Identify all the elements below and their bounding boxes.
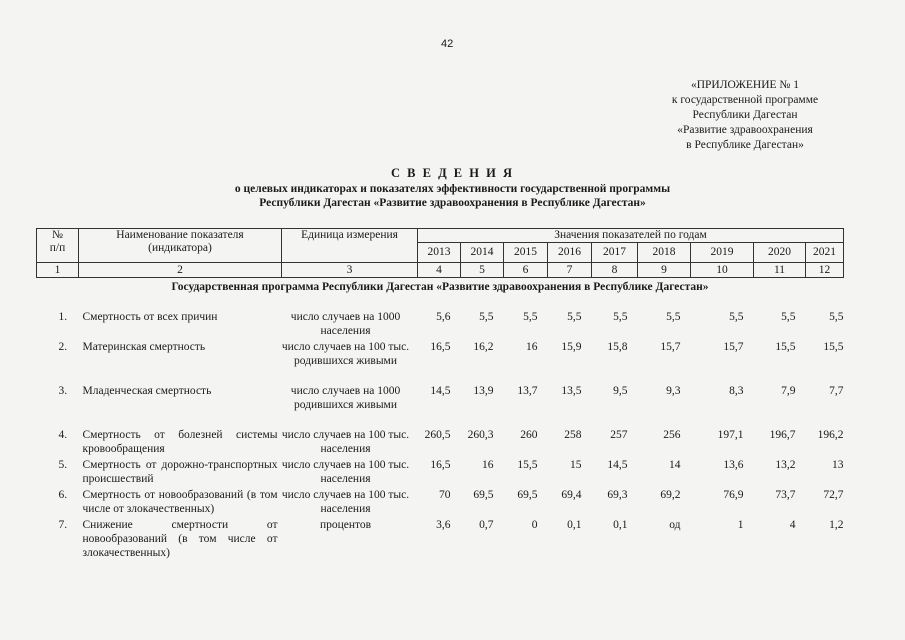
row-number: 3. xyxy=(58,385,68,397)
value-cell: 13,9 xyxy=(473,385,494,397)
appendix-line: «Развитие здравоохранения xyxy=(677,124,813,136)
table-row xyxy=(37,310,844,340)
year-header: 2013 xyxy=(418,243,461,263)
appendix-line: Республики Дагестан xyxy=(692,109,798,121)
value-cell: 15,8 xyxy=(607,341,628,353)
value-cell: 258 xyxy=(564,429,582,441)
value-cell: 15,7 xyxy=(660,341,681,353)
row-number: 5. xyxy=(58,459,68,471)
value-cell: 197,1 xyxy=(717,429,744,441)
column-number: 9 xyxy=(638,263,691,278)
value-cell: 16,5 xyxy=(430,459,451,471)
year-header: 2017 xyxy=(592,243,638,263)
value-cell: 5,5 xyxy=(729,311,744,323)
year-header: 2020 xyxy=(754,243,806,263)
value-cell: 73,7 xyxy=(775,489,796,501)
value-cell: 0,1 xyxy=(613,519,628,531)
indicator-name: Снижение смертности от новообразований (в том числе от злокачественных) xyxy=(82,519,278,559)
year-header: 2016 xyxy=(548,243,592,263)
unit-of-measure: число случаев на 1000 населения xyxy=(290,311,401,337)
value-cell: 16,5 xyxy=(430,341,451,353)
value-cell: од xyxy=(669,519,681,531)
value-cell: 3,6 xyxy=(436,519,451,531)
value-cell: 196,2 xyxy=(817,429,844,441)
indicators-table xyxy=(36,228,844,562)
column-number: 3 xyxy=(282,263,418,278)
table-row xyxy=(37,384,844,428)
value-cell: 13 xyxy=(832,459,844,471)
column-header-values: Значения показателей по годам xyxy=(418,229,844,243)
value-cell: 9,5 xyxy=(613,385,628,397)
value-cell: 260,5 xyxy=(424,429,451,441)
value-cell: 260,3 xyxy=(467,429,494,441)
year-header: 2014 xyxy=(461,243,504,263)
column-number: 5 xyxy=(461,263,504,278)
value-cell: 0,1 xyxy=(567,519,582,531)
indicator-name: Смертность от всех причин xyxy=(82,311,218,323)
year-header: 2015 xyxy=(504,243,548,263)
appendix-line: «ПРИЛОЖЕНИЕ № 1 xyxy=(690,79,799,91)
value-cell: 5,5 xyxy=(613,311,628,323)
value-cell: 13,6 xyxy=(723,459,744,471)
value-cell: 15,5 xyxy=(823,341,844,353)
value-cell: 13,5 xyxy=(561,385,582,397)
unit-of-measure: процентов xyxy=(319,519,372,531)
header-line: Наименование показателя xyxy=(116,229,244,241)
row-number: 7. xyxy=(58,519,68,531)
value-cell: 15 xyxy=(570,459,582,471)
year-header: 2018 xyxy=(638,243,691,263)
column-number: 6 xyxy=(504,263,548,278)
page-number: 42 xyxy=(441,38,454,50)
value-cell: 5,5 xyxy=(523,311,538,323)
indicator-name: Материнская смертность xyxy=(82,341,206,353)
value-cell: 260 xyxy=(520,429,538,441)
header-line: № xyxy=(52,229,63,241)
value-cell: 1 xyxy=(737,519,744,531)
value-cell: 13,7 xyxy=(517,385,538,397)
indicator-name: Смертность от новообразований (в том числе от злокачественных) xyxy=(82,489,278,515)
year-header: 2021 xyxy=(806,243,844,263)
unit-of-measure: число случаев на 100 тыс. населения xyxy=(281,429,410,455)
indicator-name: Младенческая смертность xyxy=(82,385,212,397)
unit-of-measure: число случаев на 100 тыс. родившихся живыми xyxy=(281,341,410,367)
row-number: 6. xyxy=(58,489,68,501)
value-cell: 5,6 xyxy=(436,311,451,323)
column-number: 10 xyxy=(691,263,754,278)
value-cell: 7,9 xyxy=(781,385,796,397)
value-cell: 5,5 xyxy=(666,311,681,323)
value-cell: 76,9 xyxy=(723,489,744,501)
value-cell: 0 xyxy=(531,519,538,531)
column-number: 12 xyxy=(806,263,844,278)
column-number: 11 xyxy=(754,263,806,278)
section-title: Государственная программа Республики Дагестан «Развитие здравоохранения в Республике Дагестан» xyxy=(171,281,709,293)
value-cell: 16,2 xyxy=(473,341,494,353)
indicator-name: Смертность от дорожно-транспортных происшествий xyxy=(82,459,278,485)
value-cell: 16 xyxy=(526,341,538,353)
year-header: 2019 xyxy=(691,243,754,263)
value-cell: 72,7 xyxy=(823,489,844,501)
unit-of-measure: число случаев на 100 тыс. населения xyxy=(281,489,410,515)
table-row xyxy=(37,340,844,384)
value-cell: 69,4 xyxy=(561,489,582,501)
value-cell: 5,5 xyxy=(829,311,844,323)
column-number: 4 xyxy=(418,263,461,278)
column-number: 7 xyxy=(548,263,592,278)
row-number: 2. xyxy=(58,341,68,353)
value-cell: 15,9 xyxy=(561,341,582,353)
value-cell: 196,7 xyxy=(769,429,796,441)
header-line: (индикатора) xyxy=(148,242,212,254)
column-header-unit: Единица измерения xyxy=(282,229,418,263)
unit-of-measure: число случаев на 1000 родившихся живыми xyxy=(290,385,401,411)
value-cell: 13,2 xyxy=(775,459,796,471)
value-cell: 69,2 xyxy=(660,489,681,501)
value-cell: 7,7 xyxy=(829,385,844,397)
document-title: С В Е Д Е Н И Я xyxy=(391,166,514,180)
appendix-note xyxy=(645,78,845,153)
value-cell: 257 xyxy=(610,429,628,441)
column-header-number xyxy=(37,229,79,263)
unit-of-measure: число случаев на 100 тыс. населения xyxy=(281,459,410,485)
value-cell: 16 xyxy=(482,459,494,471)
value-cell: 15,5 xyxy=(517,459,538,471)
value-cell: 1,2 xyxy=(829,519,844,531)
value-cell: 14 xyxy=(669,459,681,471)
value-cell: 256 xyxy=(663,429,681,441)
value-cell: 8,3 xyxy=(729,385,744,397)
column-number: 8 xyxy=(592,263,638,278)
value-cell: 9,3 xyxy=(666,385,681,397)
header-line: п/п xyxy=(49,242,66,254)
value-cell: 70 xyxy=(439,489,451,501)
value-cell: 69,5 xyxy=(473,489,494,501)
table-row xyxy=(37,518,844,562)
value-cell: 69,5 xyxy=(517,489,538,501)
value-cell: 69,3 xyxy=(607,489,628,501)
value-cell: 14,5 xyxy=(607,459,628,471)
document-subtitle: о целевых индикаторах и показателях эффективности государственной программы xyxy=(234,183,671,195)
value-cell: 15,7 xyxy=(723,341,744,353)
appendix-line: к государственной программе xyxy=(671,94,819,106)
value-cell: 14,5 xyxy=(430,385,451,397)
column-number: 1 xyxy=(37,263,79,278)
column-header-indicator xyxy=(79,229,282,263)
value-cell: 0,7 xyxy=(479,519,494,531)
table-row xyxy=(37,488,844,518)
value-cell: 4 xyxy=(789,519,796,531)
value-cell: 5,5 xyxy=(781,311,796,323)
indicator-name: Смертность от болезней системы кровообращения xyxy=(82,429,278,455)
value-cell: 5,5 xyxy=(479,311,494,323)
table-row xyxy=(37,428,844,458)
column-number: 2 xyxy=(79,263,282,278)
table-row xyxy=(37,458,844,488)
appendix-line: в Республике Дагестан» xyxy=(686,139,804,151)
row-number: 4. xyxy=(58,429,68,441)
value-cell: 15,5 xyxy=(775,341,796,353)
document-subtitle-2: Республики Дагестан «Развитие здравоохранения в Республике Дагестан» xyxy=(259,197,646,209)
value-cell: 5,5 xyxy=(567,311,582,323)
row-number: 1. xyxy=(58,311,68,323)
